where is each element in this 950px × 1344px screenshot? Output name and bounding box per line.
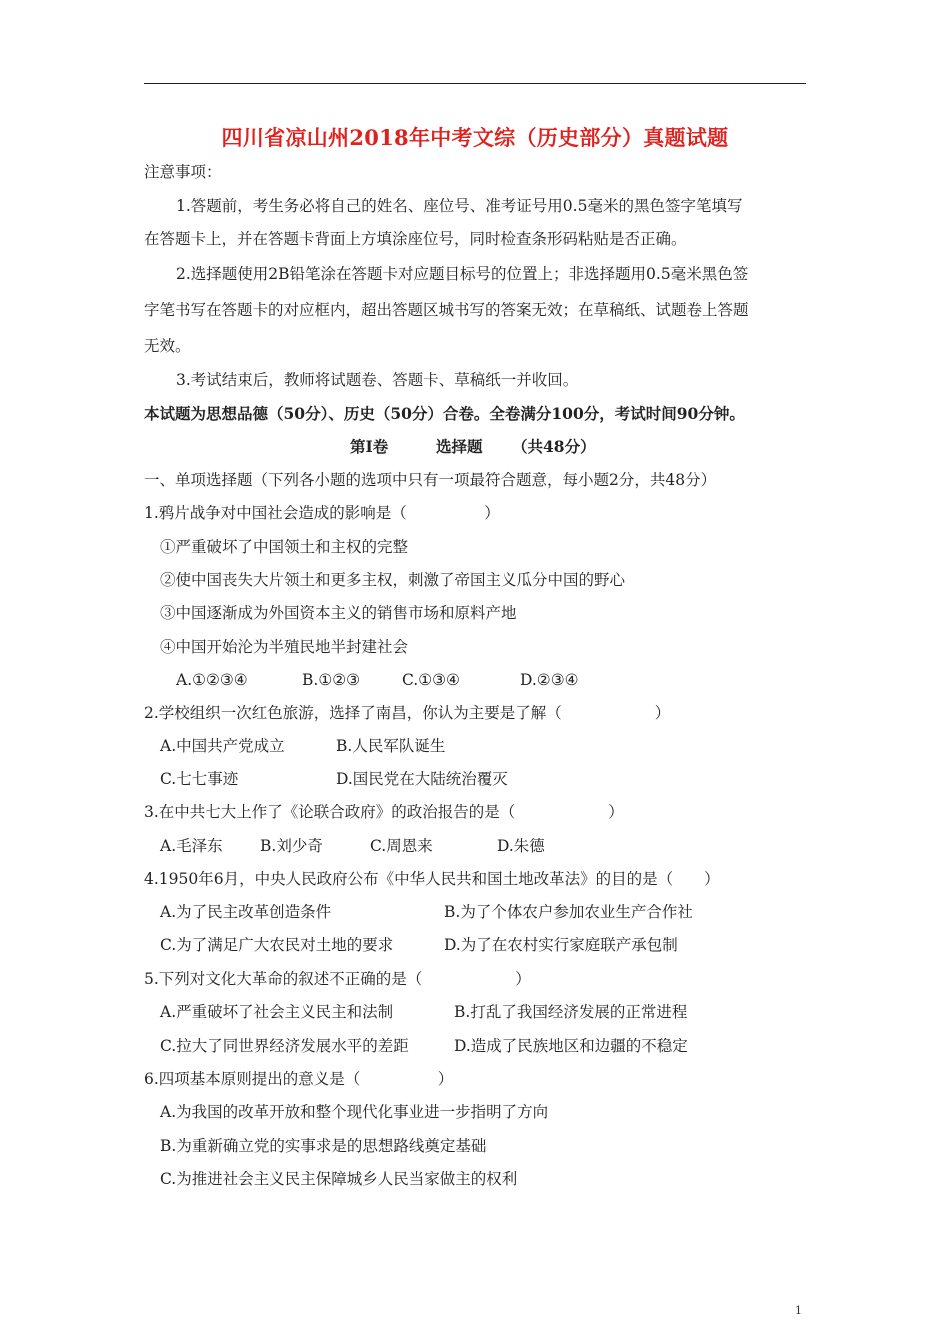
question-6-option-c: C.为推进社会主义民主保障城乡人民当家做主的权利 xyxy=(160,1170,518,1188)
notice-heading: 注意事项： xyxy=(144,163,222,181)
question-1-option-a: A.①②③④ xyxy=(176,671,248,689)
question-2-option-a: A.中国共产党成立 xyxy=(160,737,285,755)
page-title: 四川省凉山州2018年中考文综（历史部分）真题试题 xyxy=(221,125,729,150)
exam-info: 本试题为思想品德（50分）、历史（50分）合卷。全卷满分100分，考试时间90分钟。 xyxy=(144,404,745,423)
question-1-statement-1: ①严重破坏了中国领土和主权的完整 xyxy=(160,538,409,556)
question-5-option-d: D.造成了民族地区和边疆的不稳定 xyxy=(454,1037,688,1055)
notice-item-1-line-2: 在答题卡上，并在答题卡背面上方填涂座位号，同时检查条形码粘贴是否正确。 xyxy=(144,230,687,248)
question-2-option-d: D.国民党在大陆统治覆灭 xyxy=(336,770,508,788)
section-volume: 第Ⅰ卷 xyxy=(350,437,389,456)
page-number: 1 xyxy=(795,1304,802,1317)
question-4-option-c: C.为了满足广大农民对土地的要求 xyxy=(160,936,394,954)
part1-instruction: 一、单项选择题（下列各小题的选项中只有一项最符合题意，每小题2分，共48分） xyxy=(144,471,717,489)
question-4-option-d: D.为了在农村实行家庭联产承包制 xyxy=(444,936,678,954)
question-2-stem: 2.学校组织一次红色旅游，选择了南昌，你认为主要是了解（ ） xyxy=(144,704,671,722)
question-2-option-c: C.七七事迹 xyxy=(160,770,239,788)
question-3-option-a: A.毛泽东 xyxy=(160,837,223,855)
question-1-statement-2: ②使中国丧失大片领土和更多主权，刺激了帝国主义瓜分中国的野心 xyxy=(160,571,626,589)
question-5-option-a: A.严重破坏了社会主义民主和法制 xyxy=(160,1003,394,1021)
question-4-stem: 4.1950年6月，中央人民政府公布《中华人民共和国土地改革法》的目的是（ ） xyxy=(144,870,720,888)
notice-item-2-line-1: 2.选择题使用2B铅笔涂在答题卡对应题目标号的位置上；非选择题用0.5毫米黑色签 xyxy=(176,265,749,283)
question-5-stem: 5.下列对文化大革命的叙述不正确的是（ ） xyxy=(144,970,531,988)
question-1-statement-3: ③中国逐渐成为外国资本主义的销售市场和原料产地 xyxy=(160,604,517,622)
question-5-option-b: B.打乱了我国经济发展的正常进程 xyxy=(454,1003,688,1021)
section-name: 选择题 xyxy=(436,437,483,456)
header-rule xyxy=(144,83,806,84)
question-1-statement-4: ④中国开始沦为半殖民地半封建社会 xyxy=(160,638,409,656)
question-1-option-c: C.①③④ xyxy=(402,671,460,689)
question-3-option-c: C.周恩来 xyxy=(370,837,433,855)
question-3-option-b: B.刘少奇 xyxy=(260,837,323,855)
question-3-option-d: D.朱德 xyxy=(497,837,545,855)
question-6-option-a: A.为我国的改革开放和整个现代化事业进一步指明了方向 xyxy=(160,1103,549,1121)
question-1-option-d: D.②③④ xyxy=(520,671,579,689)
question-4-option-a: A.为了民主改革创造条件 xyxy=(160,903,332,921)
notice-item-2-line-2: 字笔书写在答题卡的对应框内，超出答题区城书写的答案无效；在草稿纸、试题卷上答题 xyxy=(144,301,749,319)
notice-item-3: 3.考试结束后，教师将试题卷、答题卡、草稿纸一并收回。 xyxy=(176,371,579,389)
question-3-stem: 3.在中共七大上作了《论联合政府》的政治报告的是（ ） xyxy=(144,803,624,821)
question-1-option-b: B.①②③ xyxy=(302,671,361,689)
section-total: （共48分） xyxy=(512,437,596,456)
notice-item-2-line-3: 无效。 xyxy=(144,337,191,355)
question-2-option-b: B.人民军队诞生 xyxy=(336,737,446,755)
question-1-stem: 1.鸦片战争对中国社会造成的影响是（ ） xyxy=(144,504,500,522)
notice-item-1-line-1: 1.答题前，考生务必将自己的姓名、座位号、准考证号用0.5毫米的黑色签字笔填写 xyxy=(176,197,743,215)
question-5-option-c: C.拉大了同世界经济发展水平的差距 xyxy=(160,1037,409,1055)
question-6-option-b: B.为重新确立党的实事求是的思想路线奠定基础 xyxy=(160,1137,487,1155)
question-6-stem: 6.四项基本原则提出的意义是（ ） xyxy=(144,1070,454,1088)
question-4-option-b: B.为了个体农户参加农业生产合作社 xyxy=(444,903,693,921)
